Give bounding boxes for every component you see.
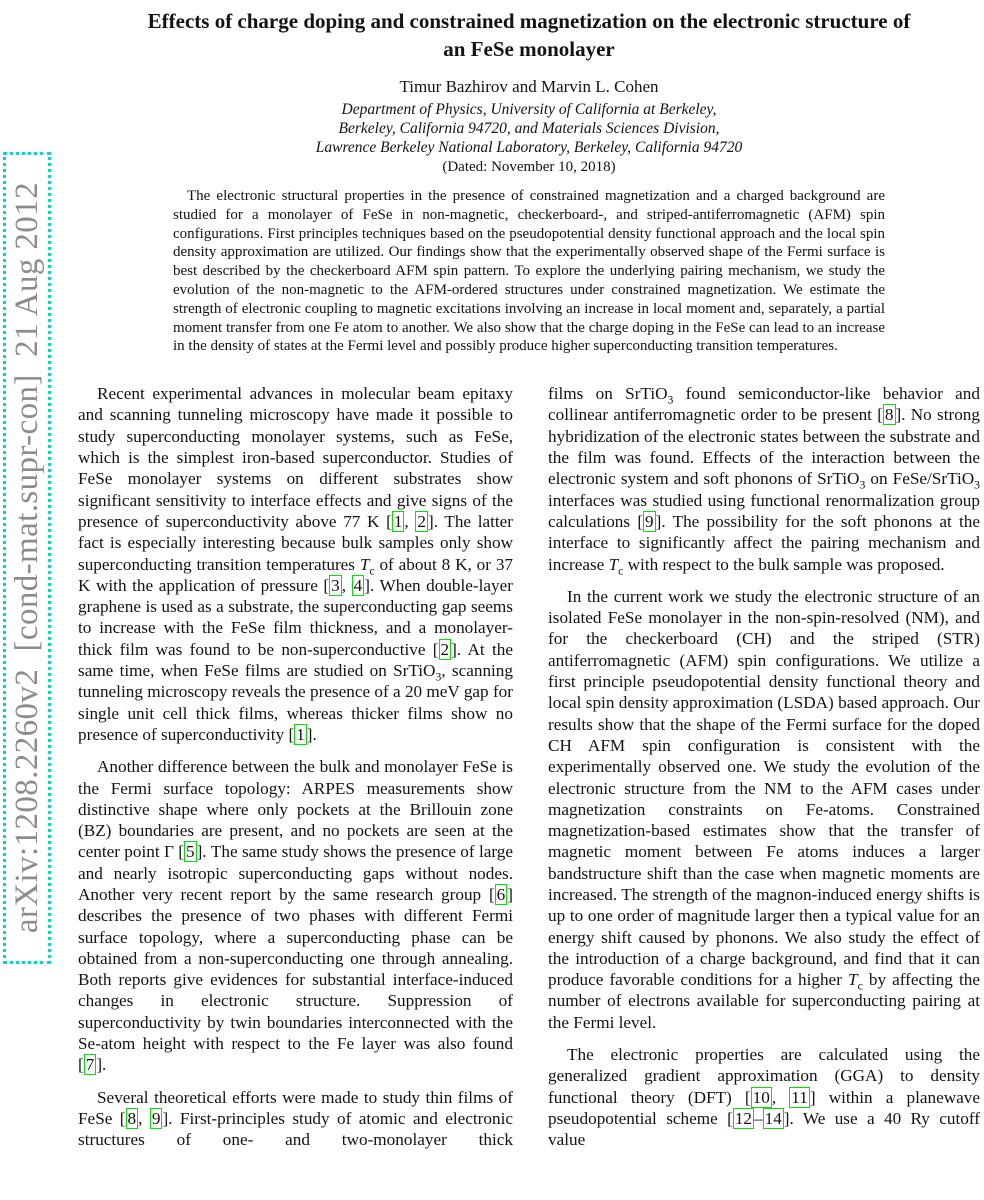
subscript: 3	[435, 670, 442, 684]
body-paragraph: Recent experimental advances in molecular beam epitaxy and scanning tunneling microscopy have made it possible to study superconducting monolayer systems, such as FeSe, which is the simplest iron-based superconductor. Studies of FeSe monolayer systems on different substrates show significant sensitivity to interface effects and give signs of the presence of superconductivity above 77 K [ 1 , 2 ]. The latter fact is especially interesting because bulk samples only show superconducting transition temperatures $T_c$ of about 8 K, or 37 K with the application of pressure [ 3 , 4 ]. When double-layer graphene is used as a substrate, the superconducting gap seems to increase with the FeSe film thickness, and a monolayer-thick film was found to be non-superconductive [ 2 ]. At the same time, when FeSe films are studied on SrTiO$_3$, scanning tunneling microscopy reveals the presence of a 20 meV gap for single unit cell thick films, whereas thicker films show no presence of superconductivity [ 1 ].	[78, 384, 514, 744]
body-paragraph: Several theoretical efforts were made to study thin films of FeSe [ 8 , 9 ]. First-principles study of atomic and electronic structures of one- and two-monolayer thick	[78, 1087, 513, 1150]
affiliation-line-1: Department of Physics, University of California at Berkeley,	[341, 101, 717, 118]
abstract-section	[173, 187, 885, 356]
citation-link[interactable]: 4	[353, 575, 363, 595]
subscript: c	[618, 563, 624, 577]
math-variable: T	[848, 970, 858, 990]
paper-title-line-2: an FeSe monolayer	[443, 37, 615, 61]
body-paragraph: films on SrTiO$_3$ found semiconductor-like behavior and collinear antiferromagnetic order to be present [ 8 ]. No strong hybridization of the electronic states between the substrate and the film was found. Effects of the interaction between the electronic system and soft phonons of SrTiO$_3$ on FeSe/SrTiO$_3$ interfaces was studied using functional renormalization group calculations [ 9 ]. The possibility for the soft phonons at the interface to significantly affect the pairing mechanism and increase $T_c$ with respect to the bulk sample was proposed.	[548, 384, 981, 577]
left-column	[78, 383, 513, 1161]
math-variable: T	[608, 554, 619, 574]
citation-link[interactable]: 11	[791, 1087, 808, 1107]
citation-link[interactable]: 2	[440, 639, 450, 659]
subscript: c	[857, 979, 863, 993]
citation-link[interactable]: 8	[127, 1108, 137, 1128]
citation-link[interactable]: 10	[752, 1087, 770, 1107]
subscript: 3	[974, 478, 981, 492]
abstract-text: The electronic structural properties in the presence of constrained magnetization and a charged background are studied for a monolayer of FeSe in non-magnetic, checkerboard-, and striped-antiferromagnetic (AFM) spin configurations. First principles techniques based on the pseudopotential density functional approach and the local spin density approximation are utilized. Our findings show that the experimentally observed shape of the Fermi surface is best described by the checkerboard AFM spin pattern. To explore the underlying pairing mechanism, we study the evolution of the non-magnetic to the AFM-ordered structures under constrained magnetization. We estimate the strength of electronic coupling to magnetic excitations involving an increase in local moment and, separately, a partial moment transfer from one Fe atom to another. We also show that the charge doping in the FeSe can lead to an increase in the density of states at the Fermi level and possibly produce higher superconducting transition temperatures.	[173, 188, 885, 355]
citation-link[interactable]: 9	[645, 511, 654, 531]
affiliation-line-2: Berkeley, California 94720, and Materials Sciences Division,	[338, 120, 720, 137]
body-paragraph: The electronic properties are calculated using the generalized gradient approximation (GGA) to density functional theory (DFT) [ 10 , 11 ] within a planewave pseudopotential scheme [ 12 – 14 ]. We use a 40 Ry cutoff value	[548, 1045, 980, 1150]
citation-link[interactable]: 6	[496, 885, 506, 904]
paper-title	[78, 0, 980, 63]
body-paragraph: In the current work we study the electronic structure of an isolated FeSe monolayer in the non-spin-resolved (NM), and for the checkerboard (CH) and the striped (STR) antiferromagnetic (AFM) spin configurations. We utilize a first principle pseudopotential density functional theory and local spin density approximation (LSDA) based approach. Our results show that the shape of the Fermi surface for the doped CH AFM spin configuration is consistent with the experimentally observed one. We study the evolution of the electronic structure from the NM to the AFM cases under magnetization constraints on Fe-atoms. Constrained magnetization-based estimates show that the transfer of magnetic moment between Fe atoms induces a larger bandstructure shift than the case when magnetic moments are increased. The strength of the magnon-induced energy shifts is up to one order of magnitude larger then a typical value for an energy shift caused by phonons. We also study the effect of the introduction of a charge background, and find that it can produce favorable conditions for a higher $T_c$ by affecting the number of electrons available for superconducting pairing at the Fermi level.	[548, 586, 980, 1032]
citation-link[interactable]: 1	[296, 724, 305, 744]
citation-link[interactable]: 12	[734, 1108, 753, 1128]
body-paragraph: Another difference between the bulk and monolayer FeSe is the Fermi surface topology: ARPES measurements show distinctive shape where only pockets at the Brillouin zone (BZ) boundaries are present, and no pockets are seen at the center point Γ [ 5 ]. The same study shows the presence of large and nearly isotropic superconducting gaps without nodes. Another very recent report by the same research group [ 6 ] describes the presence of two phases with different Fermi surface topology, where a superconducting phase can be obtained from a non-superconducting one through annealing. Both reports give evidences for substantial interface-induced changes in electronic structure. Suppression of superconductivity by twin boundaries interconnected with the Se-atom height with respect to the Fe layer was also found [ 7 ].	[78, 757, 513, 1075]
citation-link[interactable]: 1	[393, 511, 403, 531]
subscript: 3	[667, 393, 674, 407]
two-column-body	[78, 383, 980, 1161]
paper-title-line-1: Effects of charge doping and constrained magnetization on the electronic structure of	[147, 9, 911, 33]
subscript: c	[369, 563, 375, 577]
citation-link[interactable]: 2	[417, 511, 426, 531]
math-variable: T	[359, 554, 370, 574]
arxiv-id-text: arXiv:1208.2260v2 [cond-mat.supr-con] 21 Aug 2012	[8, 182, 45, 934]
citation-link[interactable]: 7	[85, 1055, 95, 1075]
paper-content	[78, 0, 980, 1162]
citation-link[interactable]: 5	[185, 842, 195, 862]
citation-link[interactable]: 14	[764, 1108, 782, 1128]
authors-line: Timur Bazhirov and Marvin L. Cohen	[399, 77, 659, 96]
citation-link[interactable]: 9	[151, 1108, 161, 1128]
right-column	[548, 383, 980, 1161]
subscript: 3	[859, 478, 866, 492]
dated-line: (Dated: November 10, 2018)	[442, 159, 616, 175]
arxiv-watermark-link[interactable]	[3, 152, 51, 964]
citation-link[interactable]: 3	[331, 575, 340, 595]
affiliation-block	[78, 100, 980, 157]
affiliation-line-3: Lawrence Berkeley National Laboratory, Berkeley, California 94720	[315, 139, 743, 156]
citation-link[interactable]: 8	[884, 405, 894, 425]
